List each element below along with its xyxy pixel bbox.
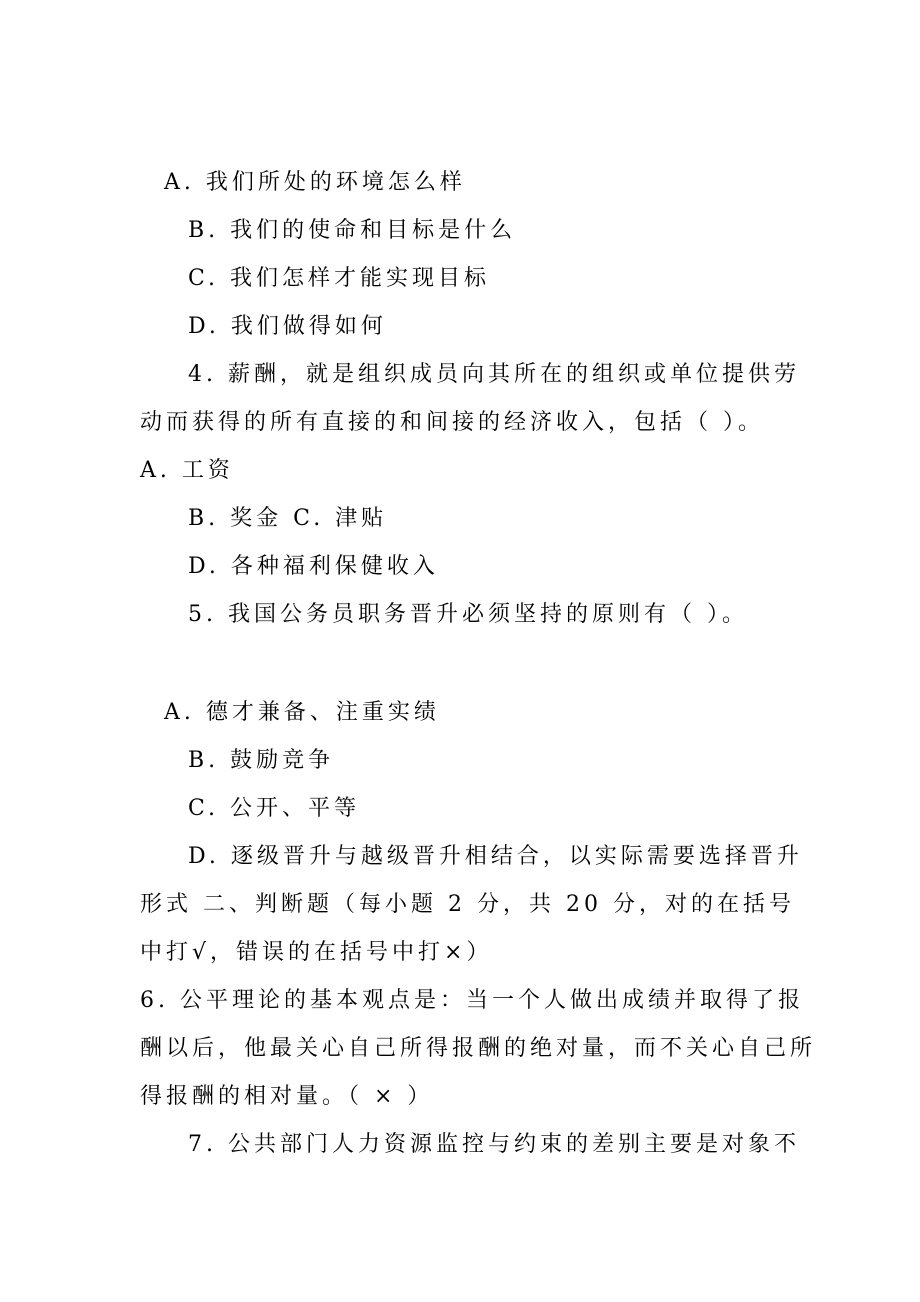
question-line: 5. 我国公务员职务晋升必须坚持的原则有（ ）。 (188, 602, 748, 627)
section-line: 形式 二、判断题（每小题 2 分，共 20 分，对的在括号 (140, 892, 795, 917)
option-line: B. 奖金 C. 津贴 (188, 506, 388, 531)
option-line: D. 逐级晋升与越级晋升相结合，以实际需要选择晋升 (188, 844, 803, 869)
option-line: D. 各种福利保健收入 (188, 554, 439, 579)
question-line: 酬以后，他最关心自己所得报酬的绝对量，而不关心自己所 (140, 1036, 817, 1061)
option-line: A. 工资 (140, 458, 234, 483)
question-line: 7. 公共部门人力资源监控与约束的差别主要是对象不 (188, 1132, 800, 1157)
option-line: B. 鼓励竞争 (188, 748, 335, 773)
question-line: 动而获得的所有直接的和间接的经济收入，包括（ ）。 (140, 410, 764, 435)
option-line: C. 公开、平等 (188, 796, 361, 821)
option-line: B. 我们的使命和目标是什么 (188, 218, 517, 243)
option-line: C. 我们怎样才能实现目标 (188, 266, 491, 291)
option-line: D. 我们做得如何 (188, 314, 387, 339)
option-line: A. 我们所处的环境怎么样 (164, 170, 466, 195)
question-line: 得报酬的相对量。（ × ） (140, 1084, 434, 1109)
question-line: 6. 公平理论的基本观点是：当一个人做出成绩并取得了报 (140, 988, 804, 1013)
question-line: 4. 薪酬，就是组织成员向其所在的组织或单位提供劳 (188, 362, 800, 387)
section-line: 中打√，错误的在括号中打×） (140, 940, 493, 965)
option-line: A. 德才兼备、注重实绩 (164, 700, 440, 725)
